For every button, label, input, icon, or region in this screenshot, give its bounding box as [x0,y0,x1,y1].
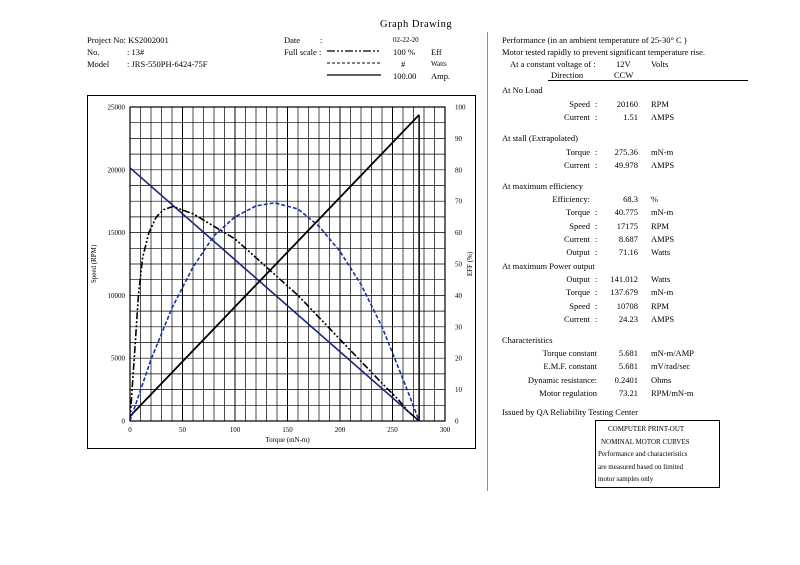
note-line: motor samples only [598,475,654,483]
metric-label: Current [564,233,590,244]
y2-tick-label: 80 [455,166,462,175]
metric-unit: RPM [651,99,669,109]
y-tick-label: 25000 [107,103,125,112]
metric-colon: : [595,112,598,123]
x-tick-label: 300 [439,426,451,434]
section-title-no-load: At No Load [502,85,543,95]
metric-value: 5.681 [618,348,638,358]
computer-printout-note [595,420,720,488]
metric-value: 10708 [616,300,638,311]
metric-label: Speed [569,99,590,109]
metric-colon: : [595,220,598,231]
metric-unit: mV/rad/sec [651,361,691,372]
metric-value: 49.978 [614,160,638,171]
metric-value: 17175 [616,220,638,231]
section-title-max-eff: At maximum efficiency [502,181,584,191]
metric-colon: : [595,207,598,218]
section-title-max-power: At maximum Power output [502,261,595,271]
y2-tick-label: 70 [455,197,462,206]
note-line: COMPUTER PRINT-OUT [608,425,685,433]
metric-label: Current [564,313,590,324]
metric-value: 68.3 [623,194,638,204]
metric-colon: : [595,160,598,171]
metric-colon: : [595,233,598,244]
date-value: 02-22-20 [393,36,419,44]
metric-label: Speed [569,220,590,231]
y2-tick-label: 50 [455,260,462,269]
y2-axis-label: EFF (%) [466,251,474,277]
metric-value: 0.2401 [614,374,638,385]
legend-eff-label: Eff [431,47,442,57]
metric-label: Torque [566,147,590,157]
metric-colon: : [595,313,598,324]
no-label: No. [87,47,100,57]
metric-unit: AMPS [651,112,675,123]
metric-unit: RPM [651,220,669,231]
metric-label: Speed [569,300,590,311]
legend-eff-value: 100 % [393,47,415,57]
performance-subtitle: Motor tested rapidly to prevent significant temperature rise. [502,47,705,57]
y2-tick-label: 10 [455,386,462,395]
x-tick-label: 50 [179,426,186,434]
y2-tick-label: 40 [455,291,462,300]
voltage-unit: Volts [651,59,669,69]
legend-watts-label: Watts [431,60,447,68]
metric-value: 20160 [616,99,638,109]
metric-label: Dynamic resistance: [527,374,597,385]
metric-value: 24.23 [618,313,638,324]
y-tick-label: 0 [121,417,125,426]
metric-label: Torque constant [542,348,597,358]
legend-watts-value: # [401,59,406,69]
metric-label: E.M.F. constant [543,361,597,372]
direction-underline [548,80,748,81]
voltage-label: At a constant voltage of : [510,59,596,69]
metric-label: Current [564,112,590,123]
metric-unit: mN-m [651,207,674,218]
metric-value: 73.21 [618,387,638,398]
date-label: Date [284,35,301,45]
metric-unit: mN-m/AMP [651,348,694,358]
metric-value: 1.51 [623,112,638,123]
y-tick-label: 15000 [107,229,125,238]
metric-unit: Ohms [651,374,672,385]
speed-line [130,168,419,421]
metric-value: 71.16 [618,247,638,258]
metric-label: Output [566,247,590,258]
x-axis-label: Torque (mN-m) [265,436,310,444]
y2-tick-label: 30 [455,323,462,332]
metric-colon: : [595,300,598,311]
x-tick-label: 0 [128,426,132,434]
legend-amp-label: Amp. [431,71,451,81]
direction-value: CCW [614,70,634,80]
column-divider [487,32,488,491]
x-tick-label: 150 [282,426,293,434]
metric-label: Output [566,274,590,284]
metric-unit: % [651,194,659,204]
current-line [130,115,419,416]
metric-unit: AMPS [651,160,675,171]
output-curve [130,203,419,421]
fullscale-label: Full scale : [284,47,322,57]
metric-colon: : [595,247,598,258]
no-value: : 13# [127,47,145,57]
metric-label: Torque [566,207,590,218]
metric-label: Efficiency: [552,194,590,204]
note-line: Performance and characteristics [598,450,688,458]
voltage-value: 12V [616,59,631,69]
model-value: : JRS-550PH-6424-75F [127,59,208,69]
metric-label: Motor regulation [539,387,597,398]
metric-unit: RPM/mN-m [651,387,694,398]
y2-tick-label: 0 [455,417,459,426]
metric-value: 8.687 [618,233,638,244]
direction-label: Direction [551,70,584,80]
model-label: Model [87,59,110,69]
y-tick-label: 20000 [107,166,125,175]
x-tick-label: 250 [387,426,398,434]
metric-value: 275.36 [614,147,638,157]
y-tick-label: 5000 [111,354,125,363]
metric-unit: mN-m [651,287,674,298]
x-tick-label: 200 [334,426,346,434]
y2-tick-label: 90 [455,134,462,143]
efficiency-curve [130,207,419,422]
metric-colon: : [595,287,598,298]
metric-value: 137.679 [610,287,638,298]
issued-by: Issued by QA Reliability Testing Center [502,407,638,417]
metric-unit: AMPS [651,313,675,324]
y2-tick-label: 60 [455,229,462,238]
y-tick-label: 10000 [107,291,125,300]
x-tick-label: 100 [229,426,241,434]
metric-unit: Watts [651,247,671,258]
performance-title: Performance (in an ambient temperature of 25-30° C ) [502,35,687,45]
metric-colon: : [595,274,598,284]
metric-colon: : [595,147,598,157]
y2-tick-label: 20 [455,354,462,363]
metric-colon: : [595,99,598,109]
note-line: NOMINAL MOTOR CURVES [601,437,690,446]
metric-value: 5.681 [618,361,638,372]
page-title: Graph Drawing [380,19,453,30]
project-number: Project No: KS2002001 [87,35,169,45]
y2-tick-label: 100 [455,103,466,112]
legend-amp-value: 100.00 [393,71,417,81]
metric-label: Torque [566,287,590,298]
metric-unit: Watts [651,274,671,284]
note-line: are measured based on limited [598,462,684,471]
date-colon: : [320,35,323,45]
metric-unit: mN-m [651,147,674,157]
section-title-characteristics: Characteristics [502,335,553,345]
y-axis-label: Speed (RPM) [90,244,98,284]
metric-value: 40.775 [614,207,638,218]
metric-unit: AMPS [651,233,675,244]
metric-label: Current [564,160,590,171]
metric-unit: RPM [651,300,669,311]
metric-value: 141.012 [610,274,638,284]
section-title-stall: At stall (Extrapolated) [502,133,579,143]
